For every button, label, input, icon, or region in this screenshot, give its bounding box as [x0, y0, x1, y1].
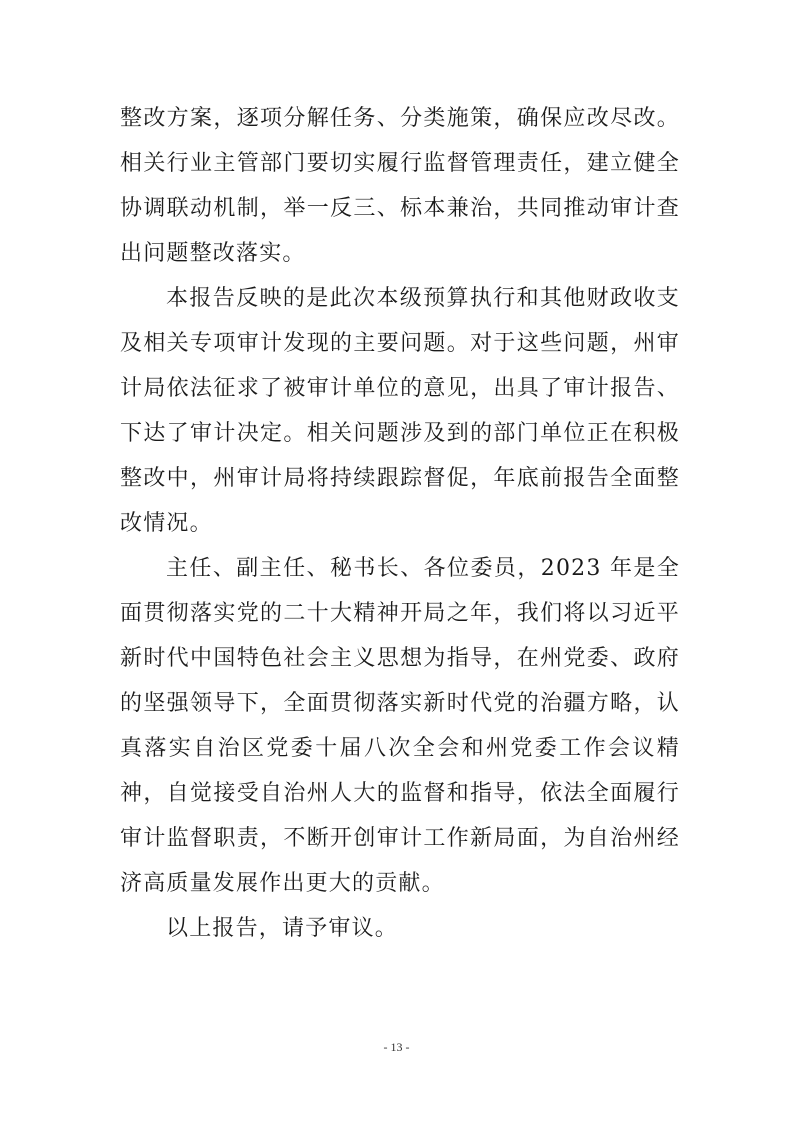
- paragraph-continuation: 整改方案，逐项分解任务、分类施策，确保应改尽改。相关行业主管部门要切实履行监督管理责任，建立健全协调联动机制，举一反三、标本兼治，共同推动审计查出问题整改落实。: [120, 106, 680, 266]
- paragraph-closing-statement: 主任、副主任、秘书长、各位委员，2023 年是全面贯彻落实党的二十大精神开局之年，我们将以习近平新时代中国特色社会主义思想为指导，在州党委、政府的坚强领导下，全面贯彻落实新时代党的治疆方略，认真落实自治区党委十届八次全会和州党委工作会议精神，自觉接受自治州人大的监督和指导，依法全面履行审计监督职责，不断开创审计工作新局面，为自治州经济高质量发展作出更大的贡献。: [120, 556, 680, 896]
- page-number: - 13 -: [383, 1040, 410, 1054]
- paragraph-request-review: 以上报告，请予审议。: [166, 916, 399, 941]
- paragraph-report-scope: 本报告反映的是此次本级预算执行和其他财政收支及相关专项审计发现的主要问题。对于这些问题，州审计局依法征求了被审计单位的意见，出具了审计报告、下达了审计决定。相关问题涉及到的部门单位正在积极整改中，州审计局将持续跟踪督促，年底前报告全面整改情况。: [120, 286, 680, 536]
- body-text: [120, 96, 680, 951]
